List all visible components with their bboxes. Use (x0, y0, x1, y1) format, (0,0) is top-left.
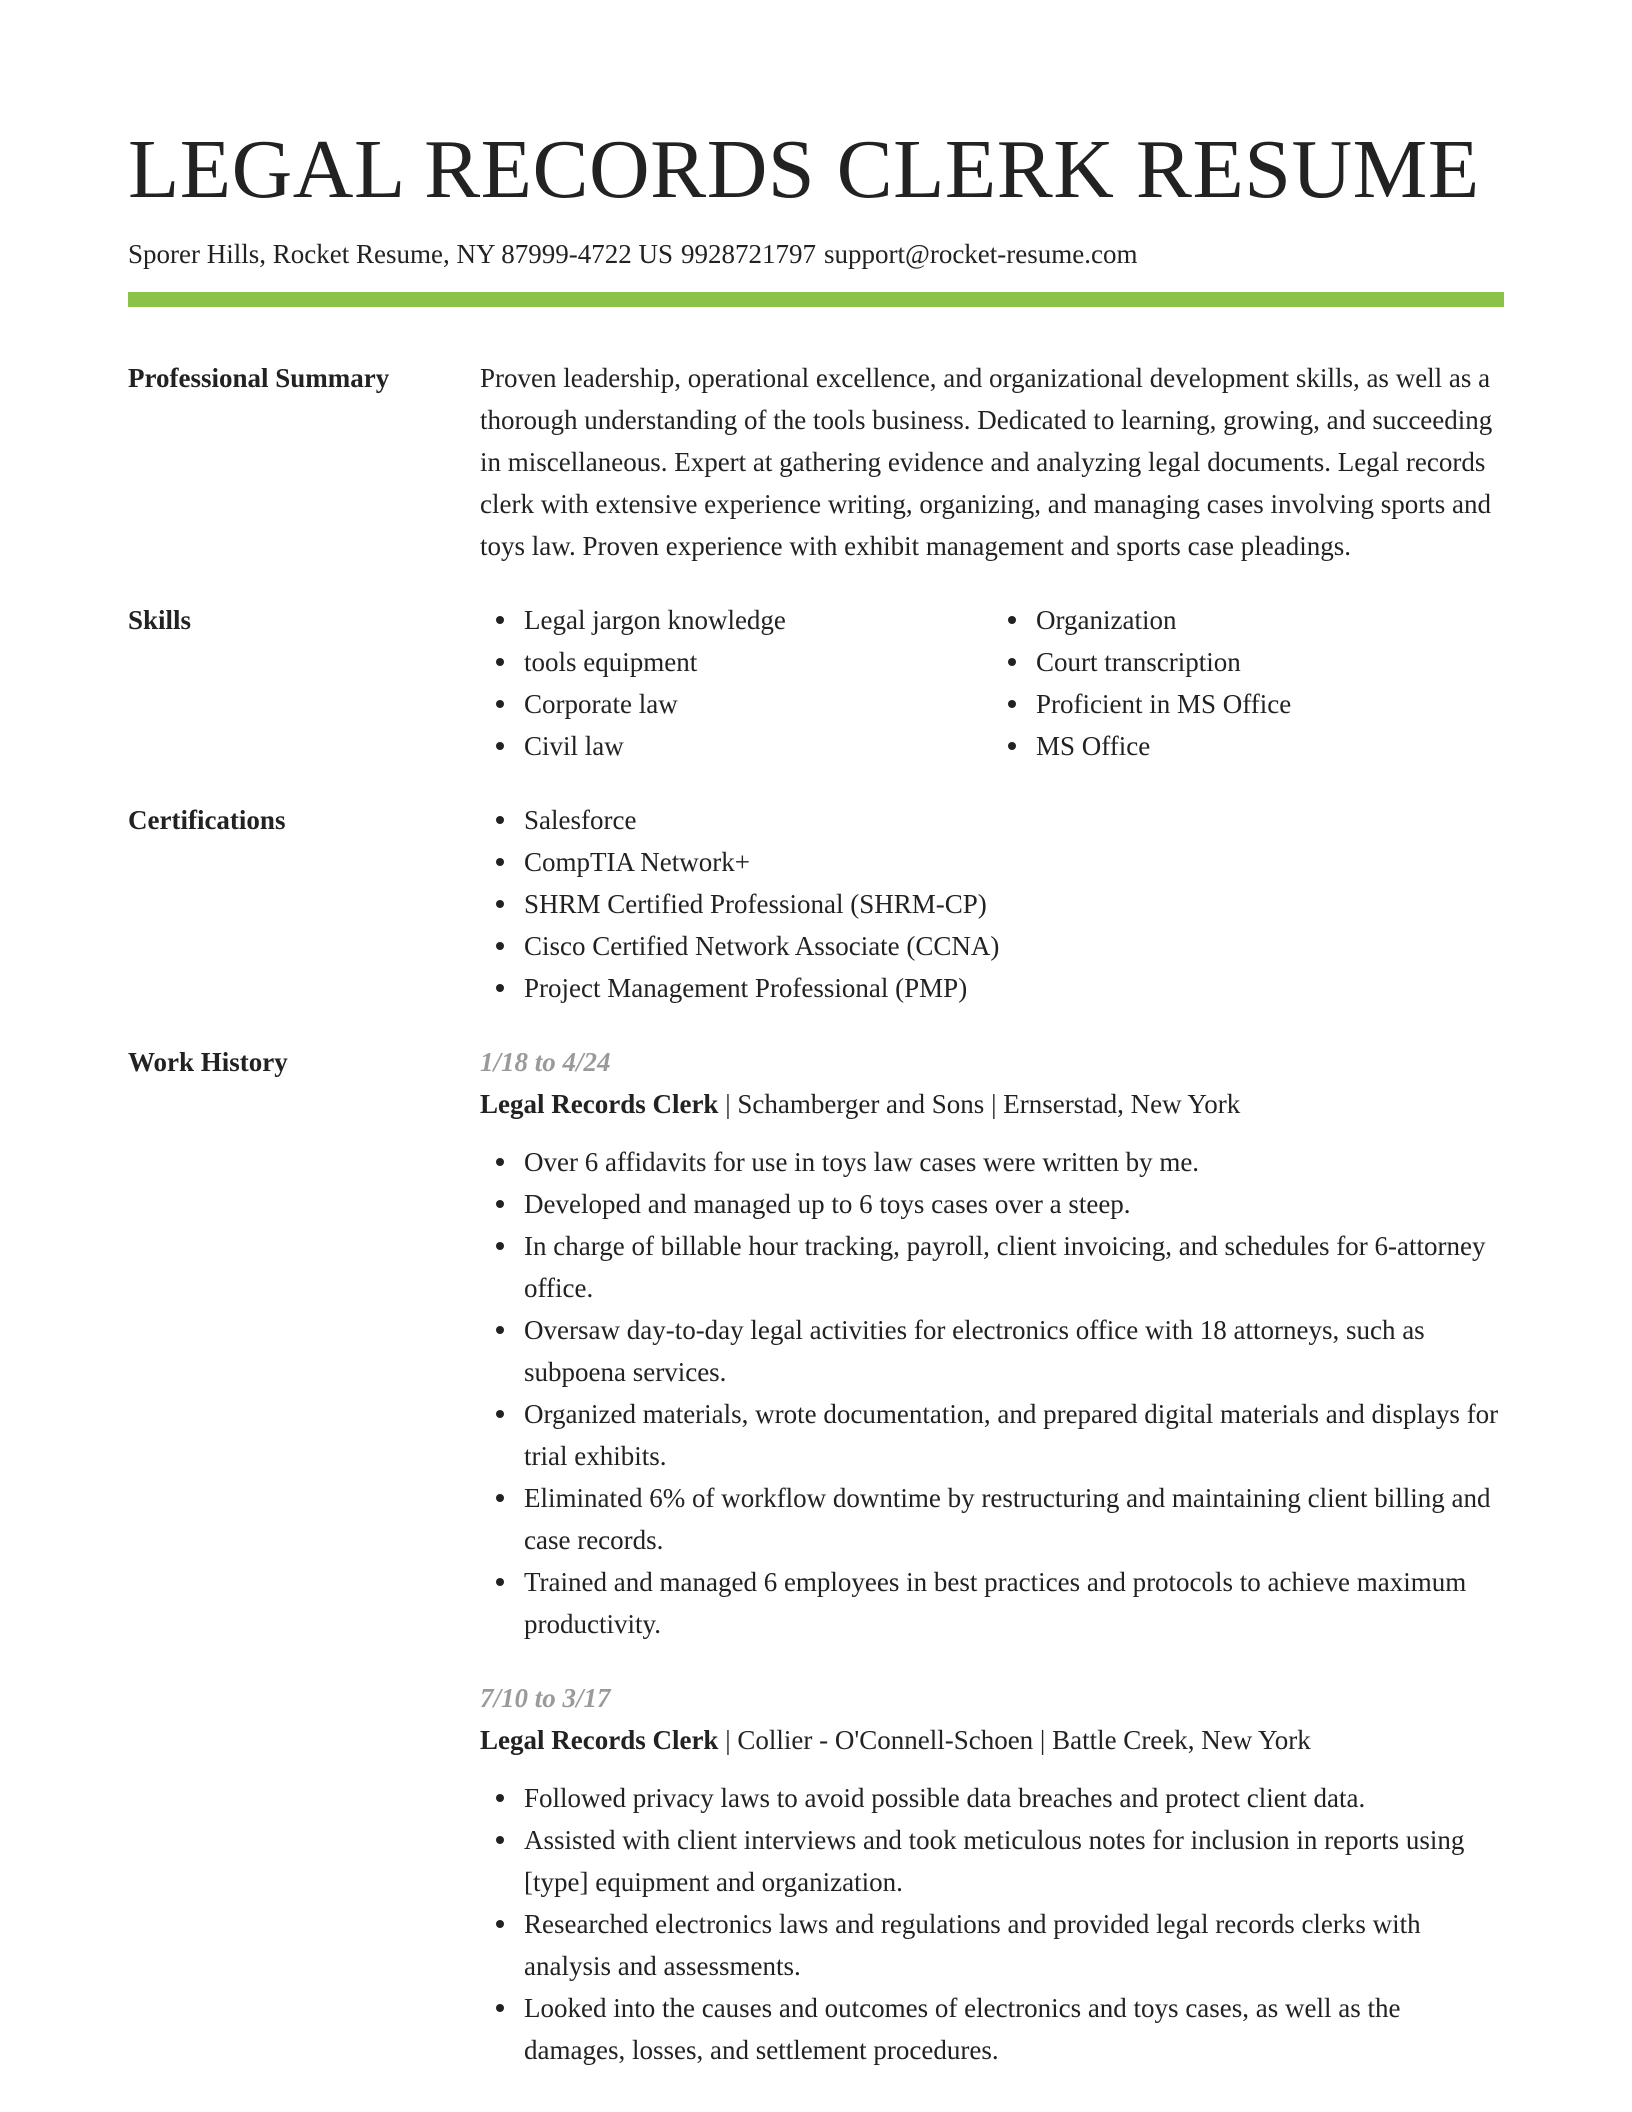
professional-summary-section (128, 357, 1504, 567)
skill-item: Court transcription (1036, 641, 1504, 683)
skills-list-column-2 (992, 599, 1504, 767)
job-heading (480, 1719, 1504, 1761)
skill-item: Organization (1036, 599, 1504, 641)
certification-item: CompTIA Network+ (524, 841, 1504, 883)
job-bullet: Assisted with client interviews and took meticulous notes for inclusion in reports using [type] equipment and organization. (524, 1819, 1504, 1903)
job-entry (480, 1677, 1504, 2071)
job-bullet: Looked into the causes and outcomes of electronics and toys cases, as well as the damages, losses, and settlement procedures. (524, 1987, 1504, 2071)
job-bullet: Trained and managed 6 employees in best practices and protocols to achieve maximum productivity. (524, 1561, 1504, 1645)
contact-email: support@rocket-resume.com (823, 239, 1138, 269)
skills-list-column-1 (480, 599, 992, 767)
certification-item: Salesforce (524, 799, 1504, 841)
job-bullet: Researched electronics laws and regulations and provided legal records clerks with analysis and assessments. (524, 1903, 1504, 1987)
job-company-location: | Schamberger and Sons | Ernserstad, New York (718, 1089, 1241, 1119)
job-bullets (480, 1141, 1504, 1645)
skill-item: Legal jargon knowledge (524, 599, 992, 641)
job-bullet: In charge of billable hour tracking, payroll, client invoicing, and schedules for 6-attorney office. (524, 1225, 1504, 1309)
contact-address: Sporer Hills, Rocket Resume, NY 87999-4722 US (128, 239, 673, 269)
job-title: Legal Records Clerk (480, 1089, 719, 1119)
certifications-section (128, 799, 1504, 1009)
job-heading (480, 1083, 1504, 1125)
section-heading: Work History (128, 1047, 288, 1077)
job-bullets (480, 1777, 1504, 2071)
certifications-list (480, 799, 1504, 1009)
certification-item: Project Management Professional (PMP) (524, 967, 1504, 1009)
skill-item: tools equipment (524, 641, 992, 683)
job-title: Legal Records Clerk (480, 1725, 719, 1755)
contact-line (128, 236, 1504, 272)
work-history-section (128, 1041, 1504, 2071)
section-heading: Certifications (128, 805, 286, 835)
skill-item: Proficient in MS Office (1036, 683, 1504, 725)
job-entry (480, 1041, 1504, 1645)
skill-item: Corporate law (524, 683, 992, 725)
section-heading: Professional Summary (128, 363, 390, 393)
contact-phone: 9928721797 (680, 239, 816, 269)
certification-item: Cisco Certified Network Associate (CCNA) (524, 925, 1504, 967)
skill-item: MS Office (1036, 725, 1504, 767)
job-bullet: Oversaw day-to-day legal activities for electronics office with 18 attorneys, such as subpoena services. (524, 1309, 1504, 1393)
resume-page (128, 0, 1504, 2071)
job-bullet: Organized materials, wrote documentation, and prepared digital materials and displays for trial exhibits. (524, 1393, 1504, 1477)
job-bullet: Developed and managed up to 6 toys cases over a steep. (524, 1183, 1504, 1225)
job-dates: 7/10 to 3/17 (480, 1683, 611, 1713)
job-bullet: Followed privacy laws to avoid possible data breaches and protect client data. (524, 1777, 1504, 1819)
skills-section (128, 599, 1504, 767)
job-company-location: | Collier - O'Connell-Schoen | Battle Creek, New York (718, 1725, 1311, 1755)
job-bullet: Eliminated 6% of workflow downtime by restructuring and maintaining client billing and case records. (524, 1477, 1504, 1561)
summary-text: Proven leadership, operational excellence, and organizational development skills, as well as a thorough understanding of the tools business. Dedicated to learning, growing, and succeeding in miscellaneous. Expert at gathering evidence and analyzing legal documents. Legal records clerk with extensive experience writing, organizing, and managing cases involving sports and toys law. Proven experience with exhibit management and sports case pleadings. (480, 363, 1493, 561)
certification-item: SHRM Certified Professional (SHRM-CP) (524, 883, 1504, 925)
skill-item: Civil law (524, 725, 992, 767)
job-bullet: Over 6 affidavits for use in toys law cases were written by me. (524, 1141, 1504, 1183)
header-divider (128, 292, 1504, 307)
job-dates: 1/18 to 4/24 (480, 1047, 611, 1077)
resume-title: LEGAL RECORDS CLERK RESUME (128, 123, 1480, 216)
section-heading: Skills (128, 605, 192, 635)
